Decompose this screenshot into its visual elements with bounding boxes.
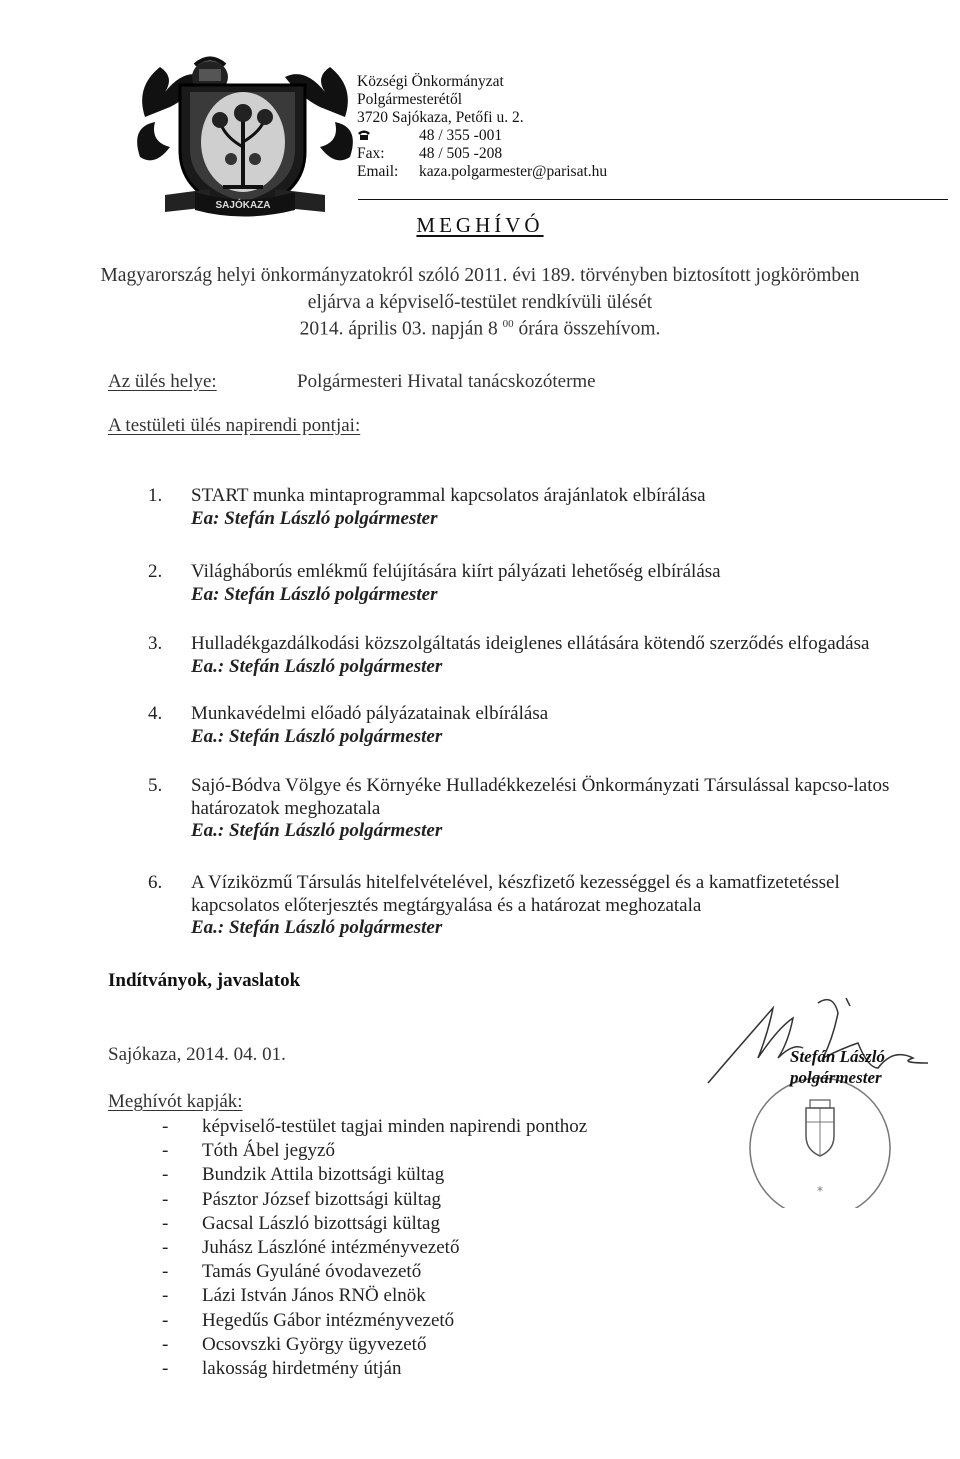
agenda-item-presenter: Ea.: Stefán László polgármester: [191, 725, 443, 747]
venue-label: Az ülés helye:: [108, 371, 217, 392]
agenda-item-text: Hulladékgazdálkodási közszolgáltatás ideiglenes ellátására kötendő szerződés elfogadása: [191, 633, 870, 654]
intro-line-3-end: órára összehívom.: [518, 318, 661, 340]
agenda-item-number: 2.: [148, 561, 163, 582]
agenda-item-presenter: Ea.: Stefán László polgármester: [191, 655, 443, 677]
meeting-date: 2014. április 03. napján 8: [299, 318, 498, 340]
agenda-item-number: 5.: [148, 775, 163, 796]
header-divider: [358, 199, 948, 200]
recipient-text: képviselő-testület tagjai minden napirendi ponthoz: [202, 1116, 588, 1137]
agenda-item-presenter: Ea: Stefán László polgármester: [191, 583, 438, 605]
list-item: - Ocsovszki György ügyvezető: [162, 1333, 427, 1355]
agenda-item-text: Munkavédelmi előadó pályázatainak elbírálása: [191, 703, 549, 724]
list-item: - képviselő-testület tagjai minden napirendi ponthoz: [162, 1116, 588, 1137]
list-item: - Hegedűs Gábor intézményvezető: [162, 1309, 455, 1331]
recipient-text: Tóth Ábel jegyző: [202, 1140, 335, 1162]
svg-text:*: *: [817, 1184, 823, 1198]
recipient-text: Juhász Lászlóné intézményvezető: [202, 1237, 460, 1259]
org-phone: [357, 127, 607, 145]
document-title: MEGHÍVÓ: [416, 213, 544, 237]
municipal-crest: [135, 47, 355, 217]
agenda-item-text: Sajó-Bódva Völgye és Környéke Hulladékkezelési Önkormányzati Társulással kapcso-latos határozatok meghozatala: [191, 775, 890, 819]
agenda-item-presenter: Ea.: Stefán László polgármester: [191, 820, 443, 841]
org-email: [357, 163, 607, 181]
proposals-heading: Indítványok, javaslatok: [108, 970, 301, 991]
dateline: Sajókaza, 2014. 04. 01.: [108, 1044, 286, 1065]
email-label: Email:: [357, 163, 399, 180]
venue-value: Polgármesteri Hivatal tanácskozóterme: [297, 371, 596, 392]
list-item: - Tamás Gyuláné óvodavezető: [162, 1261, 422, 1283]
phone-number: 48 / 355 -001: [419, 127, 503, 144]
recipients-list: [162, 1115, 587, 1381]
org-fax: [357, 145, 607, 163]
agenda-item-text: START munka mintaprogrammal kapcsolatos árajánlatok elbírálása: [191, 485, 706, 506]
fax-number: 48 / 505 -208: [419, 145, 503, 162]
meeting-minutes: 00: [502, 318, 514, 330]
list-item: - Juhász Lászlóné intézményvezető: [162, 1237, 460, 1259]
crest-ribbon-text: SAJÓKAZA: [215, 200, 271, 211]
agenda-item-number: 1.: [148, 485, 163, 506]
signature-name: Stefán László: [790, 1047, 885, 1066]
recipient-text: lakosság hirdetmény útján: [202, 1358, 402, 1380]
list-item: - Bundzik Attila bizottsági kültag: [162, 1164, 445, 1186]
org-header: [357, 73, 607, 181]
agenda-label: A testületi ülés napirendi pontjai:: [108, 415, 361, 436]
list-item: - Lázi István János RNÖ elnök: [162, 1285, 426, 1307]
org-address: 3720 Sajókaza, Petőfi u. 2.: [357, 109, 524, 126]
agenda-item-presenter: Ea: Stefán László polgármester: [191, 507, 438, 529]
intro-line-2: eljárva a képviselő-testület rendkívüli ülését: [307, 292, 653, 313]
signature-stamp: [698, 988, 948, 1208]
recipient-text: Ocsovszki György ügyvezető: [202, 1333, 427, 1355]
recipient-text: Tamás Gyuláné óvodavezető: [202, 1261, 422, 1283]
recipient-text: Pásztor József bizottsági kültag: [202, 1188, 442, 1210]
fax-label: Fax:: [357, 145, 385, 162]
recipient-text: Hegedűs Gábor intézményvezető: [202, 1309, 455, 1331]
list-item: - Pásztor József bizottsági kültag: [162, 1188, 442, 1210]
recipient-text: Lázi István János RNÖ elnök: [202, 1285, 426, 1307]
agenda-item-text: A Víziközmű Társulás hitelfelvételével, készfizető kezességgel és a kamatfizetetéssel kapcsolatos előterjesztés megtárgyalása és a határozat meghozatala: [191, 872, 840, 916]
agenda-item-number: 3.: [148, 633, 163, 654]
phone-icon: [357, 129, 371, 141]
recipients-label: Meghívót kapják:: [108, 1091, 243, 1112]
recipient-text: Bundzik Attila bizottsági kültag: [202, 1164, 445, 1186]
email-address[interactable]: kaza.polgarmester@parisat.hu: [419, 163, 608, 180]
intro-line-3: [0, 318, 960, 341]
recipient-text: Gacsal László bizottsági kültag: [202, 1212, 440, 1234]
list-item: - lakosság hirdetmény útján: [162, 1358, 402, 1380]
agenda-item-text: Világháborús emlékmű felújítására kiírt pályázati lehetőség elbírálása: [191, 561, 721, 582]
signature-title: polgármester: [790, 1068, 882, 1087]
org-subtitle: Polgármesterétől: [357, 91, 463, 108]
list-item: - Gacsal László bizottsági kültag: [162, 1212, 440, 1234]
list-item: - Tóth Ábel jegyző: [162, 1140, 335, 1162]
intro-line-1: Magyarország helyi önkormányzatokról szóló 2011. évi 189. törvényben biztosított jogkörömben: [100, 265, 860, 286]
org-name: Községi Önkormányzat: [357, 73, 504, 90]
agenda-item-number: 4.: [148, 703, 163, 724]
agenda-item-number: 6.: [148, 872, 163, 893]
agenda-item-presenter: Ea.: Stefán László polgármester: [191, 917, 443, 938]
